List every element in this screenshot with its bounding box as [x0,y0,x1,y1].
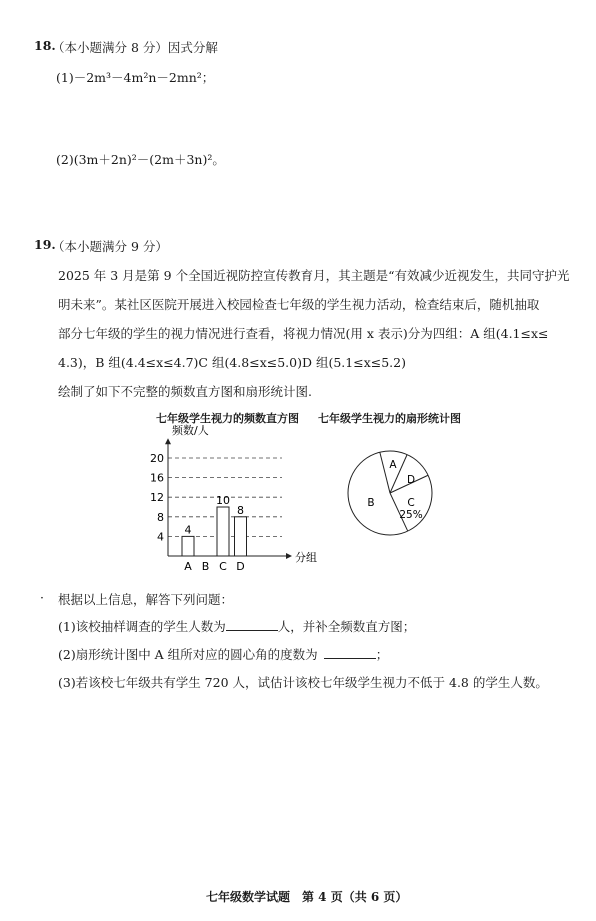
sub1-text-a: (1)该校抽样调查的学生人数为 [58,619,226,634]
histogram-tick-label: 16 [150,471,164,485]
histogram-tick-label: 4 [157,530,164,544]
q18-number: 18. [34,38,56,53]
histogram-y-arrow [165,438,171,444]
histogram-tick-label: 20 [150,452,164,465]
q19-sub2 [58,645,388,663]
histogram-data-label: 10 [216,494,230,507]
histogram-title: 七年级学生视力的频数直方图 [156,412,299,425]
q19-line5: 绘制了如下不完整的频数直方图和扇形统计图. [58,384,312,399]
pie-slice-label: D [406,474,416,486]
q18-header: （本小题满分 8 分）因式分解 [52,40,218,55]
pie-slice-label: B [367,497,375,509]
histogram-tick-label: 8 [157,510,164,524]
q19-sub1 [58,617,415,635]
histogram-y-label: 频数/人 [172,424,209,437]
histogram-data-label: 8 [237,503,244,517]
histogram-category-label: D [236,560,245,573]
histogram-data-label: 4 [184,523,192,537]
histogram-tick-label: 12 [150,491,164,505]
pie-slice-percent: 25% [399,509,423,521]
q18-part1: (1)－2m³－4m²n－2mn²； [56,70,215,85]
histogram-category-label: A [184,560,192,573]
sub2-text-b: ； [375,647,389,662]
sub1-answer-blank[interactable] [226,618,278,631]
sub2-text-a: (2)扇形统计图中 A 组所对应的圆心角的度数为 [58,647,318,662]
q18-part2: (2)(3m＋2n)²－(2m＋3n)²。 [56,152,225,167]
q19-header: （本小题满分 9 分） [52,239,168,254]
histogram-x-label: 分组 [295,551,317,564]
q19-info: 根据以上信息，解答下列问题： [58,592,234,607]
q19-number: 19. [34,237,56,252]
pie-chart [345,448,445,548]
q19-line1: 2025 年 3 月是第 9 个全国近视防控宣传教育月，其主题是“有效减少近视发生，共同守护光 [58,268,570,283]
pie-title: 七年级学生视力的扇形统计图 [318,412,461,425]
histogram-bar [217,507,229,556]
pie-slice-label: A [389,459,397,471]
histogram-bar [182,536,194,556]
pie-slice-label: C [407,497,415,509]
histogram-category-label: C [219,560,227,573]
sub2-answer-blank[interactable] [324,646,376,659]
page-footer: 七年级数学试题 第 4 页（共 6 页） [206,890,408,904]
q19-line3: 部分七年级的学生的视力情况进行查看，将视力情况(用 x 表示)分为四组：A 组(4.1≤x≤ [58,326,549,341]
bullet-dot: · [40,590,44,605]
sub1-text-b: 人，并补全频数直方图； [277,619,416,634]
q19-sub3: (3)若该校七年级共有学生 720 人，试估计该校七年级学生视力不低于 4.8 的学生人数。 [58,675,548,690]
q19-line2: 明未来”。某社区医院开展进入校园检查七年级的学生视力活动，检查结束后，随机抽取 [58,297,540,312]
histogram-x-arrow [286,553,292,559]
q19-line4: 4.3)，B 组(4.4≤x≤4.7)C 组(4.8≤x≤5.0)D 组(5.1≤x≤5.2) [58,355,406,370]
frequency-histogram [140,420,330,580]
histogram-bar [235,517,247,556]
histogram-category-label: B [201,560,210,573]
